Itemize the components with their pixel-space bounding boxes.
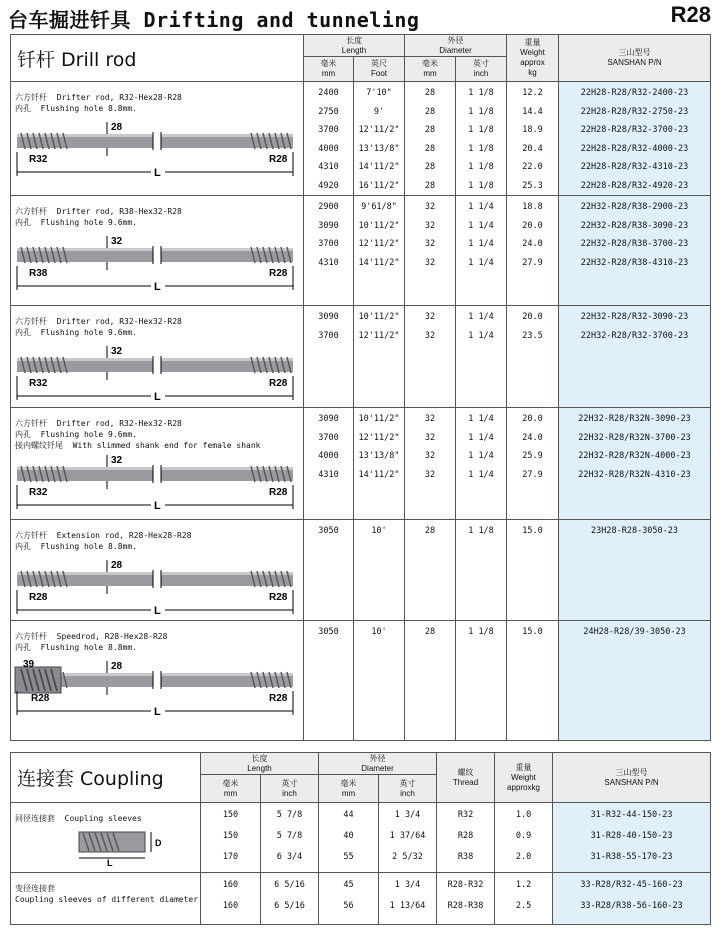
weight-kg-cell <box>507 520 559 621</box>
length-ft: 16'11/2" <box>358 180 400 191</box>
thread: R28-R32 <box>447 880 484 890</box>
length-mm-cell <box>304 306 354 408</box>
part-number-cell <box>559 520 711 621</box>
part-number: 22H32-R28/R32N-4000-23 <box>578 451 691 461</box>
weight-kg: 24.0 <box>522 239 543 249</box>
thread: R28-R38 <box>447 901 484 911</box>
left-thread-label: R32 <box>29 487 48 498</box>
cpl-part-number: 31-R32-44-150-23 <box>590 810 673 820</box>
weight-kg: 25.3 <box>522 180 543 191</box>
rod-description: 六方钎杆 Drifter rod, R32-Hex32-R28 内孔 Flushing hole 9.6mm. 接内螺纹钎尾 With slimmed shank end for female shank <box>15 419 261 450</box>
diameter-in: 1 1/8 <box>468 526 494 536</box>
cpl-diameter-in: 2 5/32 <box>392 852 423 862</box>
rod-description: 六方钎杆 Drifter rod, R32-Hex28-R28 内孔 Flushing hole 8.8mm. <box>15 93 182 113</box>
diameter-mm: 28 <box>424 526 436 536</box>
cpl-diameter-mm-header: 毫米 mm <box>319 775 379 803</box>
diameter-mm: 32 <box>424 414 436 424</box>
left-thread-label: R32 <box>29 154 48 165</box>
hex-size-label: 28 <box>111 560 123 571</box>
diameter-in: 1 1/8 <box>468 627 494 637</box>
length-dim-label: L <box>107 858 113 866</box>
length-mm: 4920 <box>318 180 339 191</box>
length-mm: 3700 <box>318 330 339 341</box>
diameter-mm-cell <box>405 196 456 306</box>
cpl-diameter-mm: 40 <box>343 831 354 841</box>
diameter-in: 1 1/4 <box>468 239 494 249</box>
cpl-part-number-cell <box>553 803 711 873</box>
right-thread-label: R28 <box>269 378 288 389</box>
coupling-table <box>10 752 711 925</box>
length-ft-cell <box>354 196 405 306</box>
cpl-length-mm: 150 <box>222 831 239 841</box>
rod-break <box>153 465 161 483</box>
coupling-title: 连接套 Coupling <box>11 753 201 803</box>
weight-kg: 15.0 <box>522 627 543 637</box>
diameter-header: 外径 Diameter <box>405 35 507 57</box>
drill-rod-illustration <box>11 120 301 182</box>
length-dim-label: L <box>154 706 161 718</box>
length-mm: 2900 <box>318 202 339 212</box>
diameter-mm-cell <box>405 621 456 741</box>
length-ft-cell <box>354 306 405 408</box>
cpl-part-number: 31-R28-40-150-23 <box>590 831 673 841</box>
part-number-cell <box>559 621 711 741</box>
weight-kg: 18.8 <box>522 202 543 212</box>
weight-kg: 20.0 <box>522 220 543 231</box>
length-mm: 4000 <box>318 143 339 154</box>
cpl-diameter-in-cell <box>379 873 437 925</box>
part-number: 22H32-R28/R32N-3700-23 <box>578 432 691 443</box>
left-thread-label: R28 <box>31 693 50 704</box>
length-mm-cell <box>304 82 354 196</box>
length-mm-cell <box>304 621 354 741</box>
part-number: 22H32-R28/R32N-4310-23 <box>578 469 691 480</box>
hex-size-label: 32 <box>111 236 123 247</box>
diameter-mm: 28 <box>424 106 436 117</box>
weight-kg-cell <box>507 306 559 408</box>
drill-rod-group <box>11 196 711 306</box>
cpl-diameter-in: 1 3/4 <box>394 880 421 890</box>
rod-break <box>153 570 161 588</box>
drill-rod-illustration <box>11 344 301 406</box>
cpl-weight-kg-cell <box>495 803 553 873</box>
part-number: 22H32-R28/R38-2900-23 <box>580 202 689 212</box>
drill-rod-group <box>11 621 711 741</box>
coupling-description-cell <box>11 873 201 925</box>
cpl-diameter-mm-cell <box>319 873 379 925</box>
rod-break <box>153 356 161 374</box>
length-mm: 3050 <box>318 627 339 637</box>
diameter-in: 1 1/4 <box>468 202 494 212</box>
diameter-in-cell <box>456 82 507 196</box>
diameter-in: 1 1/4 <box>468 257 494 268</box>
cpl-length-mm-cell <box>201 803 261 873</box>
coupling-group <box>11 873 711 925</box>
page-title: 台车掘进钎具 Drifting and tunneling <box>8 8 420 32</box>
rod-break <box>153 132 161 150</box>
length-dim-label: L <box>154 167 161 179</box>
length-mm: 4310 <box>318 162 339 172</box>
diameter-in: 1 1/8 <box>468 125 494 135</box>
drill-rod-table <box>10 34 711 741</box>
cpl-part-number: 33-R28/R32-45-160-23 <box>580 880 683 890</box>
length-ft: 12'11/2" <box>358 432 400 443</box>
drill-rod-illustration <box>11 558 301 620</box>
length-ft: 9'61/8" <box>361 202 397 212</box>
length-mm: 2400 <box>318 88 339 98</box>
diameter-mm-header: 毫米 mm <box>405 57 456 82</box>
diameter-in: 1 1/4 <box>468 469 494 480</box>
cpl-part-number: 31-R38-55-170-23 <box>590 852 673 862</box>
cpl-weight-kg: 2.5 <box>515 901 532 911</box>
weight-kg: 27.9 <box>522 469 543 480</box>
length-mm: 2750 <box>318 106 339 117</box>
diameter-mm: 28 <box>424 125 436 135</box>
weight-kg: 14.4 <box>522 106 543 117</box>
coupling-illustration <box>71 828 221 866</box>
drill-rod-illustration <box>11 234 301 296</box>
hex-size-label: 28 <box>111 122 123 133</box>
diameter-in: 1 1/4 <box>468 312 494 322</box>
diameter-in: 1 1/8 <box>468 106 494 117</box>
diameter-mm-cell <box>405 306 456 408</box>
diameter-mm: 32 <box>424 239 436 249</box>
diameter-in-cell <box>456 408 507 520</box>
diameter-mm: 32 <box>424 220 436 231</box>
weight-kg-cell <box>507 196 559 306</box>
length-mm: 4000 <box>318 451 339 461</box>
length-mm: 3050 <box>318 526 339 536</box>
cpl-diameter-in-header: 英寸 inch <box>379 775 437 803</box>
length-ft-cell <box>354 408 405 520</box>
diameter-in-header: 英寸 inch <box>456 57 507 82</box>
weight-kg: 20.0 <box>522 312 543 322</box>
rod-description: 六方钎杆 Speedrod, R28-Hex28-R28 内孔 Flushing hole 8.8mm. <box>15 632 168 652</box>
cpl-weight-header: 重量 Weight approxkg <box>495 753 553 803</box>
weight-kg: 24.0 <box>522 432 543 443</box>
rod-description: 六方钎杆 Drifter rod, R38-Hex32-R28 内孔 Flushing hole 9.6mm. <box>15 207 182 227</box>
cpl-length-in: 6 5/16 <box>274 880 305 890</box>
length-dim-label: L <box>154 391 161 403</box>
cpl-diameter-in: 1 37/64 <box>389 831 426 841</box>
thread-code: R28 <box>670 2 711 27</box>
pn-header: 三山型号 SANSHAN P/N <box>559 35 711 82</box>
diameter-dim-label: D <box>155 838 162 848</box>
thread-cell <box>437 803 495 873</box>
part-number: 22H32-R28/R38-3700-23 <box>580 239 689 249</box>
part-number: 22H28-R28/R32-4000-23 <box>580 143 689 154</box>
rod-description-cell <box>11 408 304 520</box>
length-ft: 10' <box>371 627 387 637</box>
part-number-cell <box>559 196 711 306</box>
part-number: 22H28-R28/R32-3700-23 <box>580 125 689 135</box>
rod-description-cell <box>11 520 304 621</box>
coupling-group <box>11 803 711 873</box>
diameter-mm: 32 <box>424 432 436 443</box>
weight-kg: 20.0 <box>522 414 543 424</box>
length-ft-cell <box>354 520 405 621</box>
cpl-weight-kg: 1.2 <box>515 880 532 890</box>
cpl-weight-kg: 1.0 <box>515 810 532 820</box>
cpl-diameter-mm: 55 <box>343 852 354 862</box>
drill-rod-title: 钎杆 Drill rod <box>11 35 304 82</box>
part-number: 24H28-R28/39-3050-23 <box>583 627 686 637</box>
length-mm: 3700 <box>318 239 339 249</box>
cpl-length-mm: 150 <box>222 810 239 820</box>
length-mm: 3700 <box>318 125 339 135</box>
left-thread-label: R32 <box>29 378 48 389</box>
length-ft: 10'11/2" <box>358 414 400 424</box>
diameter-mm-cell <box>405 82 456 196</box>
right-thread-label: R28 <box>269 693 288 704</box>
diameter-mm: 28 <box>424 162 436 172</box>
diameter-mm-cell <box>405 520 456 621</box>
cpl-length-mm: 170 <box>222 852 239 862</box>
length-ft-cell <box>354 621 405 741</box>
weight-kg-cell <box>507 82 559 196</box>
diameter-mm: 28 <box>424 180 436 191</box>
cpl-diameter-in: 1 3/4 <box>394 810 421 820</box>
diameter-in: 1 1/4 <box>468 330 494 341</box>
rod-description-cell <box>11 82 304 196</box>
hex-size-label: 32 <box>111 346 123 357</box>
diameter-mm: 32 <box>424 202 436 212</box>
right-thread-label: R28 <box>269 487 288 498</box>
diameter-in-cell <box>456 520 507 621</box>
length-mm-cell <box>304 408 354 520</box>
collar-size-label: 39 <box>23 659 35 670</box>
weight-kg: 12.2 <box>522 88 543 98</box>
length-ft: 14'11/2" <box>358 162 400 172</box>
part-number: 22H32-R28/R32-3090-23 <box>580 312 689 322</box>
diameter-mm: 32 <box>424 330 436 341</box>
diameter-mm-cell <box>405 408 456 520</box>
part-number: 22H28-R28/R32-2400-23 <box>580 88 689 98</box>
cpl-length-mm-header: 毫米 mm <box>201 775 261 803</box>
cpl-length-header: 长度 Length <box>201 753 319 775</box>
cpl-diameter-mm-cell <box>319 803 379 873</box>
cpl-length-mm: 160 <box>222 901 239 911</box>
right-thread-label: R28 <box>269 268 288 279</box>
rod-description-cell <box>11 621 304 741</box>
part-number: 22H32-R28/R38-3090-23 <box>580 220 689 231</box>
cpl-length-in-cell <box>261 873 319 925</box>
diameter-in: 1 1/8 <box>468 88 494 98</box>
coupling-description: 同径连接套 Coupling sleeves <box>15 814 142 823</box>
diameter-mm: 32 <box>424 312 436 322</box>
length-header: 长度 Length <box>304 35 405 57</box>
part-number-cell <box>559 408 711 520</box>
rod-description-cell <box>11 196 304 306</box>
length-mm: 3700 <box>318 432 339 443</box>
cpl-diameter-header: 外径 Diameter <box>319 753 437 775</box>
rod-description-cell <box>11 306 304 408</box>
weight-kg-cell <box>507 621 559 741</box>
diameter-in: 1 1/4 <box>468 414 494 424</box>
coupling-description-cell <box>11 803 201 873</box>
length-mm: 4310 <box>318 469 339 480</box>
diameter-in-cell <box>456 306 507 408</box>
cpl-diameter-in: 1 13/64 <box>389 901 426 911</box>
cpl-diameter-in-cell <box>379 803 437 873</box>
part-number: 22H28-R28/R32-4310-23 <box>580 162 689 172</box>
length-dim-label: L <box>154 281 161 293</box>
page-header <box>0 0 721 32</box>
cpl-length-in: 5 7/8 <box>276 831 303 841</box>
cpl-length-mm-cell <box>201 873 261 925</box>
weight-kg: 25.9 <box>522 451 543 461</box>
right-thread-label: R28 <box>269 592 288 603</box>
rod-break <box>153 246 161 264</box>
cpl-length-in-cell <box>261 803 319 873</box>
length-ft: 7'10" <box>366 88 392 98</box>
length-ft: 10'11/2" <box>358 220 400 231</box>
part-number: 22H28-R28/R32-4920-23 <box>580 180 689 191</box>
drill-rod-illustration <box>11 659 301 721</box>
length-mm-cell <box>304 520 354 621</box>
length-mm: 3090 <box>318 414 339 424</box>
diameter-in-cell <box>456 621 507 741</box>
diameter-in: 1 1/8 <box>468 143 494 154</box>
length-ft: 14'11/2" <box>358 257 400 268</box>
diameter-in: 1 1/8 <box>468 162 494 172</box>
length-mm: 4310 <box>318 257 339 268</box>
length-ft: 10' <box>371 526 387 536</box>
thread: R38 <box>457 852 474 862</box>
rod-description: 六方钎杆 Extension rod, R28-Hex28-R28 内孔 Flushing hole 8.8mm. <box>15 531 192 551</box>
length-ft: 12'11/2" <box>358 125 400 135</box>
hex-size-label: 28 <box>111 661 123 672</box>
weight-kg: 15.0 <box>522 526 543 536</box>
cpl-weight-kg: 2.0 <box>515 852 532 862</box>
thread: R32 <box>457 810 474 820</box>
diameter-in: 1 1/4 <box>468 432 494 443</box>
length-mm: 3090 <box>318 312 339 322</box>
left-thread-label: R28 <box>29 592 48 603</box>
diameter-in-cell <box>456 196 507 306</box>
part-number: 23H28-R28-3050-23 <box>591 526 679 536</box>
length-ft-header: 英尺 Foot <box>354 57 405 82</box>
diameter-mm: 28 <box>424 627 436 637</box>
length-mm: 3090 <box>318 220 339 231</box>
weight-kg: 18.9 <box>522 125 543 135</box>
cpl-diameter-mm: 45 <box>343 880 354 890</box>
length-ft: 13'13/8" <box>358 451 400 461</box>
cpl-weight-kg: 0.9 <box>515 831 532 841</box>
coupling-description: 变径连接套 Coupling sleeves of different diameter <box>15 884 199 904</box>
cpl-weight-kg-cell <box>495 873 553 925</box>
part-number: 22H28-R28/R32-2750-23 <box>580 106 689 117</box>
thread: R28 <box>457 831 474 841</box>
cpl-length-in: 5 7/8 <box>276 810 303 820</box>
cpl-length-in: 6 5/16 <box>274 901 305 911</box>
cpl-diameter-mm: 56 <box>343 901 354 911</box>
weight-kg: 20.4 <box>522 143 543 154</box>
length-ft: 12'11/2" <box>358 239 400 249</box>
diameter-mm: 32 <box>424 451 436 461</box>
diameter-mm: 28 <box>424 88 436 98</box>
cpl-length-in: 6 3/4 <box>276 852 303 862</box>
thread-cell <box>437 873 495 925</box>
diameter-in: 1 1/4 <box>468 220 494 231</box>
drill-rod-group <box>11 520 711 621</box>
length-ft: 12'11/2" <box>358 330 400 341</box>
diameter-mm: 32 <box>424 257 436 268</box>
diameter-mm: 32 <box>424 469 436 480</box>
cpl-part-number-cell <box>553 873 711 925</box>
right-thread-label: R28 <box>269 154 288 165</box>
rod-break <box>153 671 161 689</box>
thread-header: 螺纹 Thread <box>437 753 495 803</box>
part-number-cell <box>559 82 711 196</box>
length-mm-header: 毫米 mm <box>304 57 354 82</box>
cpl-diameter-mm: 44 <box>343 810 354 820</box>
weight-kg: 22.0 <box>522 162 543 172</box>
length-ft: 14'11/2" <box>358 469 400 480</box>
length-ft: 9' <box>373 106 385 117</box>
drill-rod-group <box>11 408 711 520</box>
weight-kg-cell <box>507 408 559 520</box>
drill-rod-group <box>11 82 711 196</box>
diameter-mm: 28 <box>424 143 436 154</box>
hex-size-label: 32 <box>111 455 123 466</box>
length-mm-cell <box>304 196 354 306</box>
length-ft-cell <box>354 82 405 196</box>
diameter-in: 1 1/4 <box>468 451 494 461</box>
cpl-length-in-header: 英寸 inch <box>261 775 319 803</box>
cpl-length-mm: 160 <box>222 880 239 890</box>
length-ft: 13'13/8" <box>358 143 400 154</box>
cpl-pn-header: 三山型号 SANSHAN P/N <box>553 753 711 803</box>
length-ft: 10'11/2" <box>358 312 400 322</box>
drill-rod-illustration <box>11 453 301 515</box>
length-dim-label: L <box>154 500 161 512</box>
left-thread-label: R38 <box>29 268 48 279</box>
rod-description: 六方钎杆 Drifter rod, R32-Hex32-R28 内孔 Flushing hole 9.6mm. <box>15 317 182 337</box>
diameter-in: 1 1/8 <box>468 180 494 191</box>
weight-kg: 27.9 <box>522 257 543 268</box>
part-number: 22H32-R28/R32-3700-23 <box>580 330 689 341</box>
drill-rod-group <box>11 306 711 408</box>
part-number: 22H32-R28/R38-4310-23 <box>580 257 689 268</box>
part-number-cell <box>559 306 711 408</box>
weight-header: 重量 Weight approx kg <box>507 35 559 82</box>
cpl-part-number: 33-R28/R38-56-160-23 <box>580 901 683 911</box>
length-dim-label: L <box>154 605 161 617</box>
part-number: 22H32-R28/R32N-3090-23 <box>578 414 691 424</box>
weight-kg: 23.5 <box>522 330 543 341</box>
